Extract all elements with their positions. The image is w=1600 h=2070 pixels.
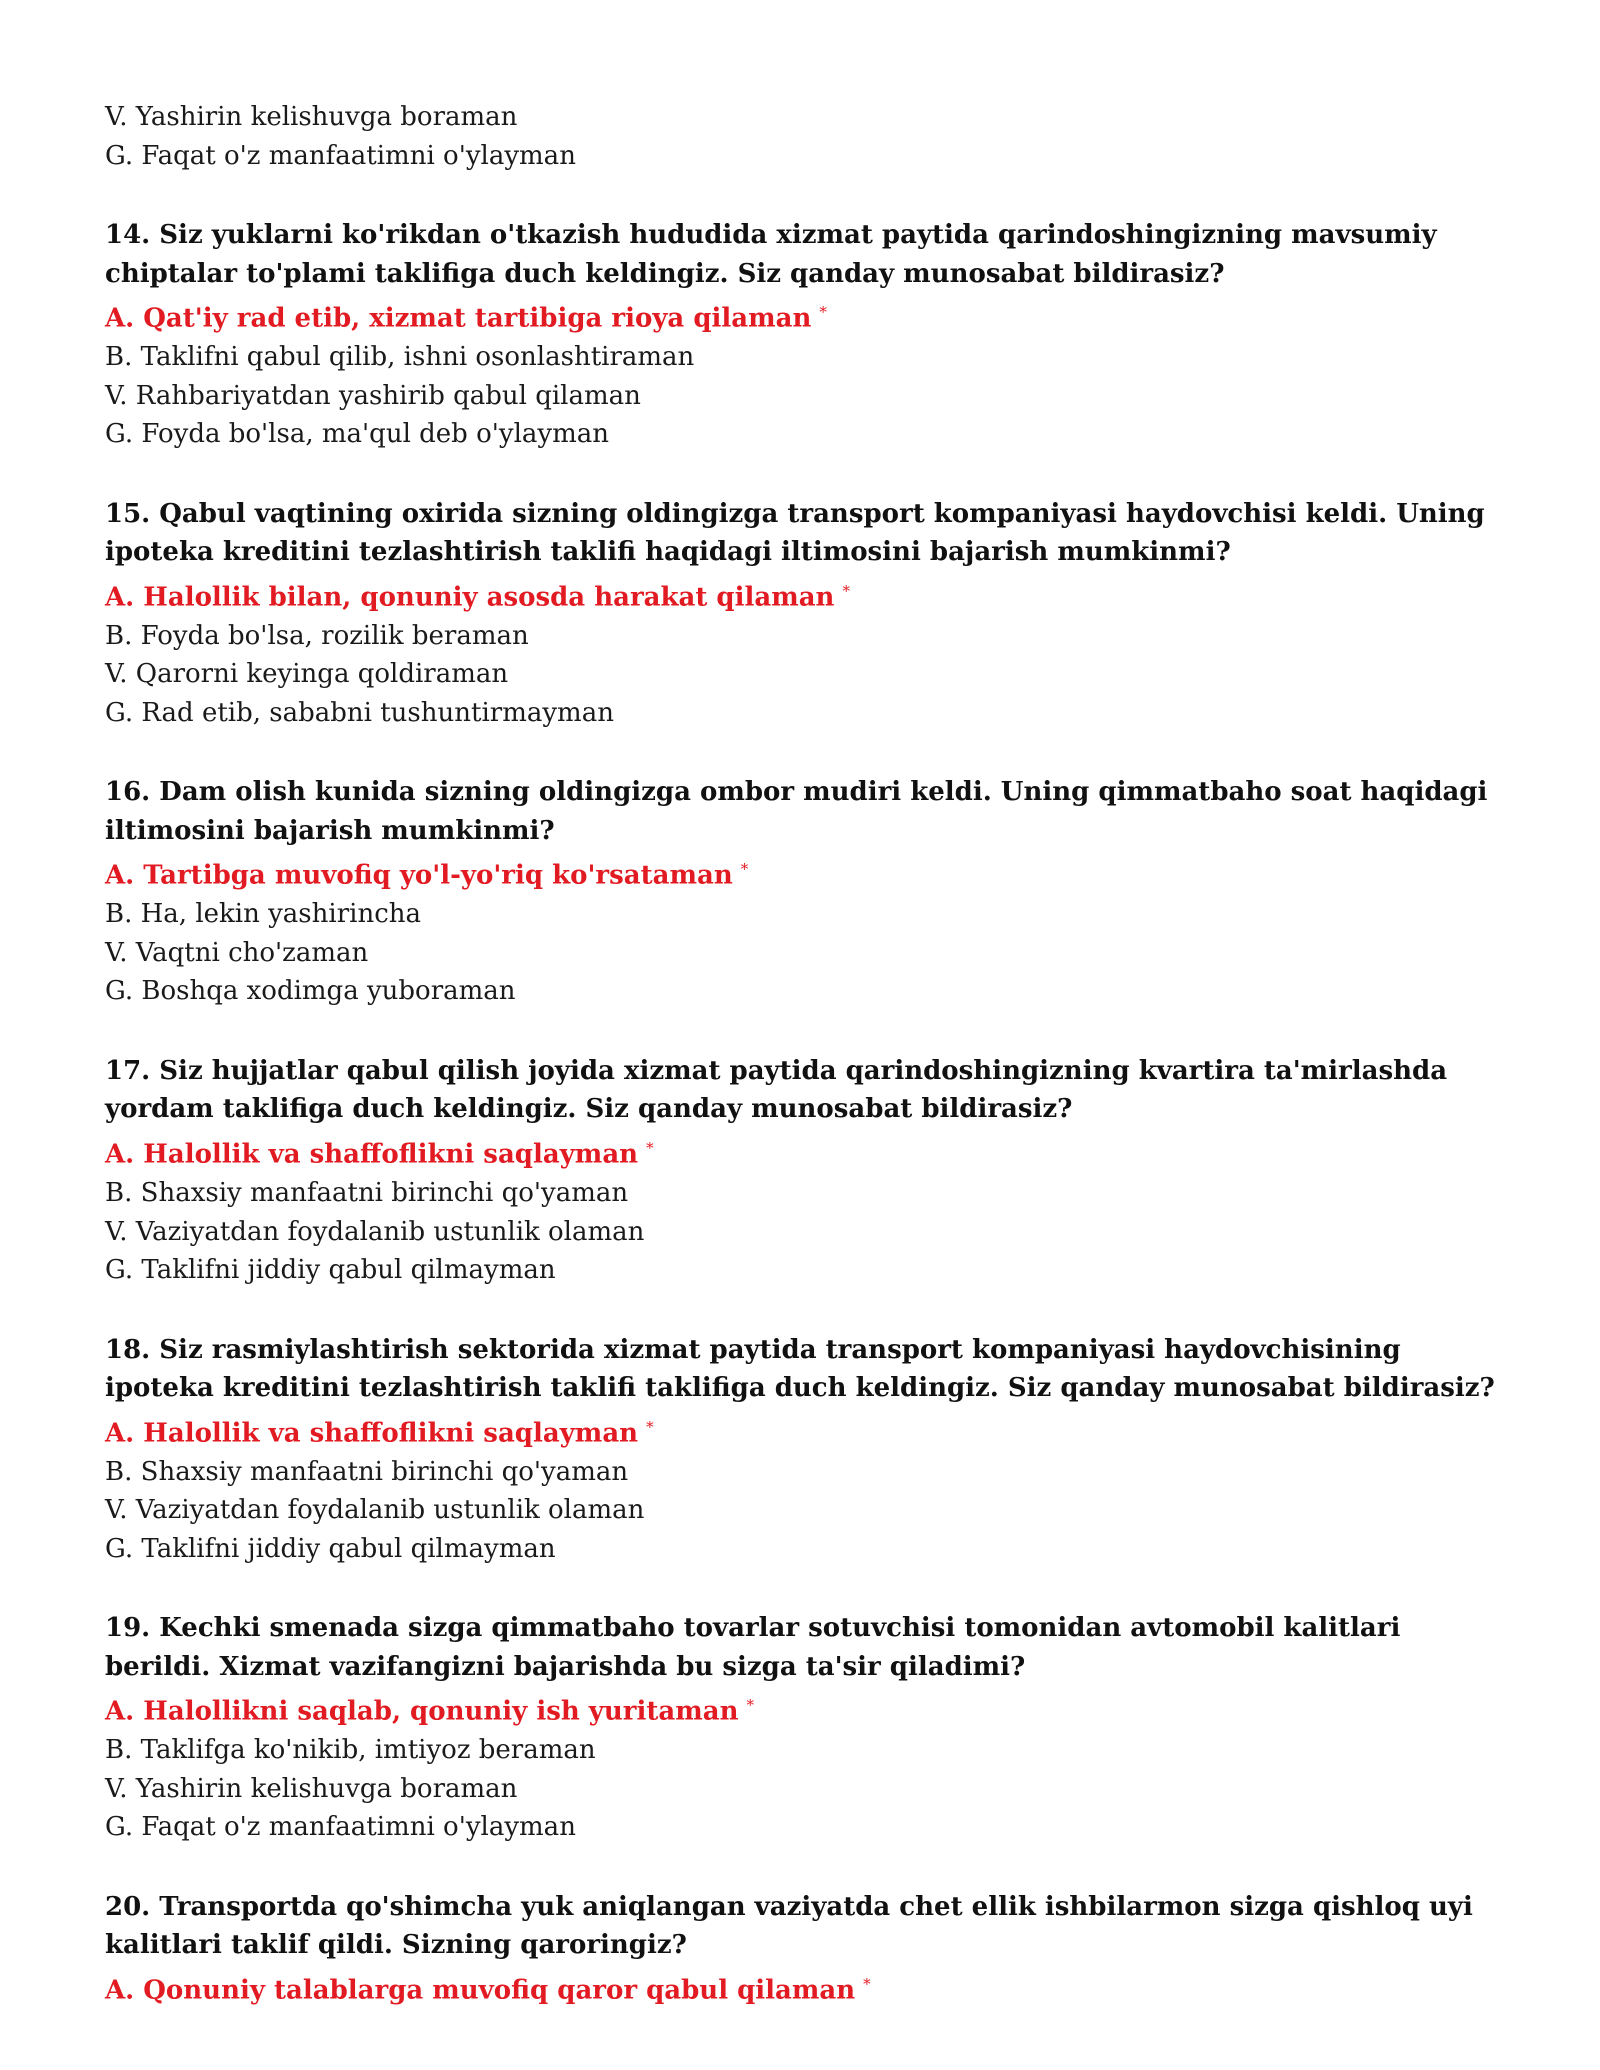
question-text: 19. Kechki smenada sizga qimmatbaho tovarlar sotuvchisi tomonidan avtomobil kalitlari berildi. Xizmat vazifangizni bajarishda bu sizga ta'sir qiladimi?	[105, 1613, 1401, 1682]
correct-marker: *	[819, 303, 827, 321]
correct-answer-text: A. Halollik bilan, qonuniy asosda harakat qilaman	[105, 582, 835, 613]
question-text: 18. Siz rasmiylashtirish sektorida xizmat paytida transport kompaniyasi haydovchisining ipoteka kreditini tezlashtirish taklifi taklifiga duch keldingiz. Siz qanday munosabat bildirasiz?	[105, 1334, 1495, 1404]
answer-option: V. Yashirin kelishuvga boraman	[105, 102, 518, 132]
correct-answer	[105, 1408, 1505, 1453]
correct-marker: *	[842, 581, 850, 600]
question-text: 14. Siz yuklarni ko'rikdan o'tkazish hududida xizmat paytida qarindoshingizning mavsumiy chiptalar to'plami taklifiga duch keldingiz. Siz qanday munosabat bildirasiz?	[105, 220, 1437, 289]
answer-option: V. Qarorni keyinga qoldiraman	[105, 659, 509, 690]
answer-option: B. Shaxsiy manfaatni birinchi qo'yaman	[105, 1178, 629, 1209]
answer-option: G. Taklifni jiddiy qabul qilmayman	[105, 1255, 556, 1286]
correct-marker: *	[746, 1696, 754, 1715]
correct-marker: *	[863, 1974, 871, 1993]
correct-marker: *	[646, 1138, 654, 1157]
question-15	[105, 495, 1505, 733]
question-16	[105, 773, 1505, 1011]
question-19	[105, 1609, 1505, 1847]
answer-option: B. Foyda bo'lsa, rozilik beraman	[105, 620, 529, 651]
answer-option: V. Vaziyatdan foydalanib ustunlik olaman	[105, 1216, 645, 1247]
answer-option: V. Yashirin kelishuvga boraman	[105, 1773, 518, 1804]
correct-answer	[105, 1129, 1505, 1174]
correct-answer	[105, 293, 1505, 338]
correct-marker: *	[740, 860, 749, 879]
correct-answer	[105, 1686, 1505, 1731]
answer-option: G. Boshqa xodimga yuboraman	[105, 976, 516, 1007]
answer-option: G. Rad etib, sababni tushuntirmayman	[105, 697, 614, 728]
question-text: 16. Dam olish kunida sizning oldingizga ombor mudiri keldi. Uning qimmatbaho soat haqidagi iltimosini bajarish mumkinmi?	[105, 777, 1488, 846]
answer-option: V. Rahbariyatdan yashirib qabul qilaman	[105, 380, 641, 411]
answer-option: V. Vaziyatdan foydalanib ustunlik olaman	[105, 1495, 645, 1526]
correct-answer	[105, 572, 1505, 617]
correct-answer-text: A. Qat'iy rad etib, xizmat tartibiga rioya qilaman	[105, 303, 812, 334]
correct-answer-text: A. Halollik va shaffoflikni saqlayman	[105, 1418, 639, 1449]
answer-option: B. Taklifni qabul qilib, ishni osonlashtiraman	[105, 342, 695, 373]
correct-answer	[105, 1965, 1505, 2010]
correct-answer	[105, 850, 1505, 895]
correct-marker: *	[646, 1417, 654, 1436]
answer-option: B. Shaxsiy manfaatni birinchi qo'yaman	[105, 1456, 629, 1487]
question-17	[105, 1052, 1505, 1290]
question-text: 17. Siz hujjatlar qabul qilish joyida xizmat paytida qarindoshingizning kvartira ta'mirlashda yordam taklifiga duch keldingiz. Siz qanday munosabat bildirasiz?	[105, 1055, 1448, 1125]
answer-option: B. Taklifga ko'nikib, imtiyoz beraman	[105, 1735, 596, 1766]
answer-option: V. Vaqtni cho'zaman	[105, 937, 369, 968]
correct-answer-text: A. Qonuniy talablarga muvofiq qaror qabul qilaman	[105, 1975, 856, 2006]
question-14	[105, 216, 1505, 454]
answer-option: G. Foyda bo'lsa, ma'qul deb o'ylayman	[105, 419, 609, 450]
correct-answer-text: A. Halollikni saqlab, qonuniy ish yuritaman	[105, 1696, 739, 1727]
answer-option: G. Faqat o'z manfaatimni o'ylayman	[105, 140, 576, 171]
correct-answer-text: A. Tartibga muvofiq yo'l-yo'riq ko'rsataman	[105, 860, 733, 891]
question-text: 20. Transportda qo'shimcha yuk aniqlangan vaziyatda chet ellik ishbilarmon sizga qishloq uyi kalitlari taklif qildi. Sizning qaroringiz?	[105, 1891, 1473, 1961]
question-18	[105, 1331, 1505, 1569]
leading-options	[105, 98, 1505, 175]
answer-option: B. Ha, lekin yashirincha	[105, 899, 422, 930]
answer-option: G. Faqat o'z manfaatimni o'ylayman	[105, 1812, 576, 1843]
question-text: 15. Qabul vaqtining oxirida sizning oldingizga transport kompaniyasi haydovchisi keldi. Uning ipoteka kreditini tezlashtirish taklifi haqidagi iltimosini bajarish mumkinmi?	[105, 498, 1485, 568]
document-page	[105, 98, 1505, 2010]
question-20	[105, 1888, 1505, 2010]
answer-option: G. Taklifni jiddiy qabul qilmayman	[105, 1533, 556, 1564]
correct-answer-text: A. Halollik va shaffoflikni saqlayman	[105, 1139, 639, 1170]
